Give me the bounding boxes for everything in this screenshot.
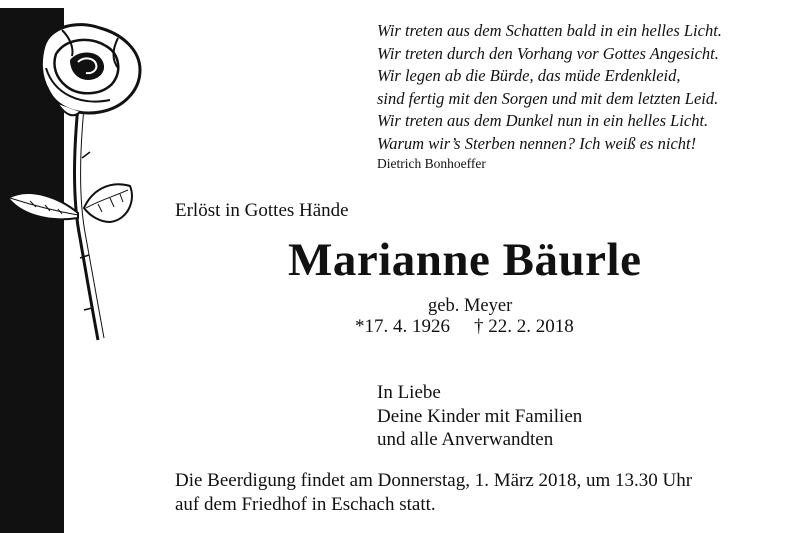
signoff bbox=[377, 381, 582, 452]
poem-line: sind fertig mit den Sorgen und mit dem letzten Leid. bbox=[377, 88, 719, 108]
deceased-name: Marianne Bäurle bbox=[288, 234, 642, 286]
life-dates bbox=[355, 316, 574, 338]
rose-icon bbox=[0, 8, 150, 348]
funeral-line: auf dem Friedhof in Eschach statt. bbox=[175, 493, 436, 515]
funeral-line: Die Beerdigung findet am Donnerstag, 1. März 2018, um 13.30 Uhr bbox=[175, 470, 693, 491]
poem-line: Wir treten durch den Vorhang vor Gottes Angesicht. bbox=[377, 43, 719, 63]
poem-line: Warum wir’s Sterben nennen? Ich weiß es nicht! bbox=[377, 133, 697, 153]
poem-line: Wir treten aus dem Dunkel nun in ein helles Licht. bbox=[377, 111, 709, 130]
signoff-line: In Liebe bbox=[377, 382, 441, 403]
signoff-line: Deine Kinder mit Familien bbox=[377, 405, 583, 427]
birth-date: *17. 4. 1926 bbox=[355, 316, 450, 337]
poem-author: Dietrich Bonhoeffer bbox=[377, 156, 486, 171]
poem-line: Wir treten aus dem Schatten bald in ein helles Licht. bbox=[377, 21, 722, 40]
signoff-line: und alle Anverwandten bbox=[377, 429, 554, 450]
death-date: † 22. 2. 2018 bbox=[474, 316, 574, 337]
funeral-notice bbox=[175, 469, 692, 516]
poem bbox=[377, 20, 787, 155]
poem-line: Wir legen ab die Bürde, das müde Erdenkleid, bbox=[377, 66, 681, 85]
intro-text: Erlöst in Gottes Hände bbox=[175, 200, 349, 221]
maiden-name: geb. Meyer bbox=[428, 296, 513, 316]
